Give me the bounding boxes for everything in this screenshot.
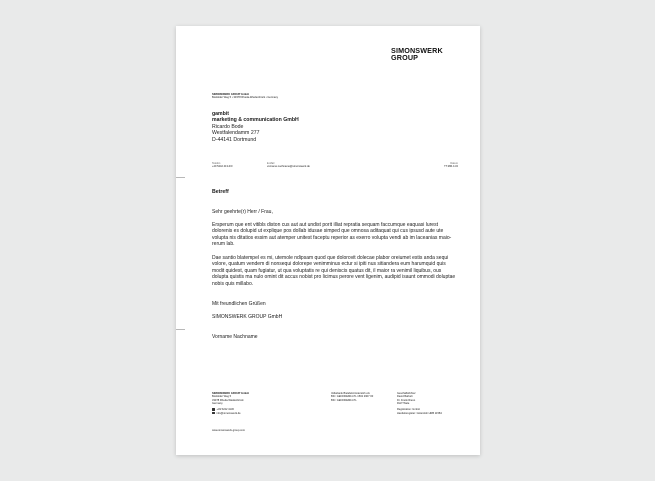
recipient-line-1: gambit [212,111,230,117]
meta-phone: Telefon +49 5242 413-0/0 [212,162,233,169]
recipient-line-5: D-44141 Dortmund [212,136,257,143]
recipient-line-4: Westfalendamm 277 [212,130,260,137]
salutation: Sehr geehrte(r) Herr / Frau, [212,209,273,215]
sender-address-line [212,93,278,100]
recipient-address [212,111,299,143]
fold-mark-bottom [176,329,185,330]
footer-email: info@simonswerk.de [212,412,249,415]
letter-page [176,26,480,455]
phone-icon [212,408,215,410]
body-paragraph-2: Dae santio blatempel es mi, utemole ndipsam quod que dolorovit dolecae plabor oreiumet estis anda sequi volore, quatum vendem di nonsequi dolorepe venimminus ectur si ipiti nus sitiandera eum harumquid quis modit quidest, quam fugiatur, ut qua voluptatis re qui deniscis quatus dit, il maior ra venimil liquibus, ous dolupta quistis ma nulo omint dit accus nobist pro licimus perore vent ligenim, audipid isaunt ommodi doluptae nobis quis millabo. [212,255,456,287]
footer-management-info: Geschäftsführer: David Bathelt Dr. Frank Rieno Rolf Thiele Registration: GmbH Handelsregister: Gütersloh HRB 11584 [397,392,442,415]
fold-mark-top [176,177,185,178]
closing: Mit freundlichen Grüßen [212,301,266,307]
footer-phone: +49 5242 4130 [212,408,249,411]
closing-company: SIMONSWERK GROUP GmbH [212,314,283,320]
mail-icon [212,412,215,414]
meta-date: Datum TT.MM.JJJJ [444,162,458,169]
subject-line: Betreff [212,189,229,195]
sender-company: SIMONSWERK GROUP GmbH [212,93,249,96]
footer-website: www.simonswerk-group.com [212,429,246,432]
simonswerk-logo: SIMONSWERK GROUP [391,46,443,62]
sender-address: Bosfelder Weg 5 • 33378 Rheda-Wiedenbrück • Germany [212,96,279,100]
signature-name: Vorname Nachname [212,334,258,340]
body-paragraph-1: Ersperum que ent vitibls diston cus aut aut undist porit illiat repratia sequam faccumque eaquasi lurest dolorenis es dolupid ut explique pos dollab idusae simped que omnosa aditaquat qui cus ipsusd aute ute volupta nis ditatios essim aut atemper unitest faceptu reperior as exerro volupta vendi ab im laceanias maio-rerum lab. [212,222,452,248]
footer-bank-info: Volksbank Bielefeld-Gütersloh eG BIC: GENODEM1GTL 1502 2907 00 BIC: GENODEM1GTL [331,392,374,402]
recipient-line-3: Ricardo Bode [212,123,244,130]
footer-company-info: SIMONSWERK GROUP GmbH Bosfelder Weg 5 33378 Rheda-Wiedenbrück Germany +49 5242 4130 info@simonswerk.de [212,392,249,415]
recipient-line-2: marketing & communication GmbH [212,117,299,124]
meta-email: E-Mail vorname.nachname@simonswerk.de [267,162,310,169]
